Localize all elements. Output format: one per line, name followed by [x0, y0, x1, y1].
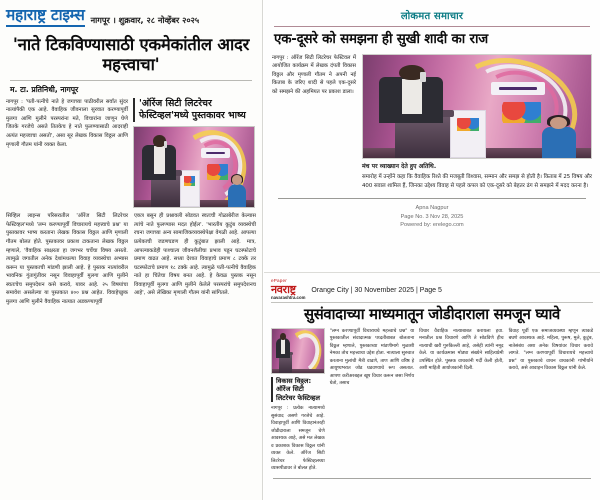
speaker-shirt	[402, 79, 423, 114]
column-three-wrap	[134, 212, 256, 306]
column-two-wrap	[6, 212, 128, 306]
article-body	[272, 54, 592, 191]
speaker-shirt	[154, 146, 165, 173]
masthead-logo-maharashtra-times: महाराष्ट्र टाइम्स	[6, 8, 85, 27]
credit-powered-by: Powered by: erelego.com	[400, 222, 464, 229]
edition-meta: Orange City | 30 November 2025 | Page 5	[311, 286, 442, 294]
attendee-body	[542, 127, 577, 157]
event-standee	[450, 110, 486, 157]
event-standee	[180, 170, 200, 207]
backdrop-logo-petals	[502, 102, 541, 123]
attendee-head	[232, 175, 241, 185]
page-title: सुसंवादाच्या माध्यमातून जोडीदाराला समजून घ्यावे	[304, 305, 560, 323]
photo-caption: मंच पर व्याख्यान देते हुए अतिथि.	[362, 163, 437, 171]
attendee-body	[228, 184, 246, 208]
speaker-shirt	[281, 339, 286, 354]
article-column-3: विचार वैवाहिक नात्याबाबत करायला हवा. मनातील प्रश्न विचारणे आणि ते सोडविणे हीच नात्याची खरी गुरुकिल्ली आहे, असेही त्यांनी नमूद केले. या कार्यक्रमास मोठ्या संख्येने साहित्यप्रेमी उपस्थित होते. पुस्तक वाचकांनी गर्दी केली होती, अशी माहिती आयोजकांनी दिली.	[419, 328, 504, 372]
clipping-navarashtra	[264, 272, 600, 500]
page-title: एक-दूसरे को समझना ही सुखी शादी का राज	[274, 32, 488, 48]
article-column-1: नागपुर : ऑरेंज सिटी लिटरेचर फेस्टिवल में आयोजित कार्यक्रम में लेखक दंपती विकास विठ्ठल और मृणाली गौतम ने अपनी नई किताब के जरिए शादी से पहले एक-दूसरे को समझने की अहमियत पर प्रकाश डाला।	[272, 54, 356, 96]
sub-kicker: 'ऑरेंज सिटी लिटरेचर फेस्टिव्हल'मध्ये पुस्तकावर भाष्य	[133, 98, 255, 122]
divider	[278, 198, 586, 200]
photo-scene	[363, 55, 591, 158]
column-one-wrap	[6, 98, 128, 208]
photo-scene	[134, 127, 254, 207]
upper-block	[6, 98, 256, 208]
seated-attendee	[225, 175, 249, 207]
article-column-2: सिव्हिल लाइन्स परिसरातील 'ऑरेंज सिटी लिटरेचर फेस्टिव्हल'मध्ये 'लग्न करण्यापूर्वी विचारायचे महत्त्वाचे प्रश्न' या पुस्तकावर भाष्य करताना लेखक विकास विठ्ठल आणि मृणाली गौतम बोलत होते. पुस्तकावर प्रकाश टाकताना लेखक विठ्ठल म्हणाले, 'वैवाहिक साक्षरता हा जगभर चर्चेचा विषय असतो. त्यामुळे जगातील अनेक देशांमधल्या विवाह व्यवस्थेचा अभ्यास करून या पुस्तकाची मांडणी झाली आहे. हे पुस्तक नात्यांवरील भावनिक गुंतागुंतीवर नसून विवाहापूर्वी मुलगा आणि मुलीने स्वतःचेच समुपदेशन कसे करावे, यावर आहे. २५ विषयांचा समावेश असलेल्या या पुस्तकात ४०० प्रश्न आहेत. विवाहेच्छुक मुलगा आणि मुलीने वैवाहिक नात्यात अडकण्यापूर्वी	[6, 213, 128, 305]
clipping-lokmat-samachar	[264, 0, 600, 270]
masthead-row	[271, 279, 593, 300]
divider	[273, 478, 591, 479]
divider	[274, 26, 590, 27]
article-column-3: एकत्र बसून ही प्रश्नावली सोडवत स्वतःची गोळाबेरीज केल्यास त्यांचे नाते फुलण्यास मदत होईल'. 'भारतीय कुटुंब व्यवस्थेची रचना जगाच्या अन्य सामाजिकव्यवस्थेपेक्षा वेगळी आहे. आपल्या प्रत्येकाची जडणघडण ही कुटुंबात झाली आहे. मात्र, आपल्याकडेही पाश्चात्य जीवनशैलीचा प्रभाव पडून घटस्फोटाचे प्रमाण वाढत आहे. सध्या देशात विवाहाचे प्रमाण ८ टक्के तर घटस्फोटाचे प्रमाण १८ टक्के आहे. त्यामुळे पती-पत्नीचे वैवाहिक नाते हा चिंतेचा विषय बनत आहे. हे केवळ पुस्तक नसून विवाहापूर्वी मुलगा आणि मुलीने केलेले परस्परांचे समुपदेशनच आहे', असे लेखिका मृणाली गौतम यांनी सांगितले.	[134, 213, 256, 297]
backdrop-brand-panel	[491, 82, 546, 95]
column-four-wrap	[509, 328, 593, 473]
article-continued-text: समारोह में उन्होंने कहा कि वैवाहिक रिश्ते की मजबूती विश्वास, सम्मान और समझ से होती है। किताब में 25 विषय और 400 सवाल शामिल हैं, जिनका उद्देश्य विवाह से पहले कपल को एक-दूसरे को बेहतर ढंग से समझने में मदद करना है।	[362, 174, 592, 189]
byline: म. टा. प्रतिनिधी, नागपूर	[10, 84, 79, 94]
masthead-row	[6, 8, 256, 27]
masthead-website: navarashtra.com	[271, 294, 306, 300]
microphone-icon	[164, 141, 167, 148]
column-two-wrap	[330, 328, 414, 473]
article-thumbnail-photo	[271, 328, 325, 374]
lower-columns	[6, 212, 256, 306]
sub-block	[133, 98, 255, 208]
backdrop-brand-panel	[201, 148, 230, 158]
credit-block	[272, 204, 592, 229]
seated-attendee	[536, 117, 582, 158]
attendee-head	[550, 117, 567, 129]
clipping-maharashtra-times	[0, 0, 263, 500]
kicker-column	[271, 328, 325, 473]
microphone-icon	[420, 72, 426, 81]
article-body	[271, 328, 593, 473]
photo-and-text	[362, 54, 592, 191]
masthead-wordmark: नवराष्ट्र	[271, 283, 296, 297]
divider	[10, 80, 252, 81]
divider	[271, 302, 593, 303]
column-one-wrap	[272, 54, 356, 191]
credit-page-date: Page No. 3 Nov 28, 2025	[400, 213, 464, 220]
column-three-wrap	[419, 328, 503, 473]
credit-publication: Apna Nagpur	[415, 205, 449, 212]
article-column-4: विवाह पूर्वी एक समाजव्यवस्था म्हणून त्याकडे बघणे आवश्यक आहे. महिला, पुरूष, मुले, कुटुंब, नातेसंबंध अशा अनेक विषयांवर विचार करावे लागते. "लग्न करण्यापूर्वी विचारायचे महत्त्वाचे प्रश्न" या पुस्तकाचे वाचन वाचकांनी गांभीर्याने करावे, असे आवाहन विकास विठ्ठल यांनी केले.	[508, 328, 593, 372]
kicker-caption: विकास विठ्ठल: ऑरेंज सिटी लिटरेचर फेस्टिव्हल	[271, 377, 325, 403]
article-column-1: नागपूर : प्रत्येक नात्यामध्ये सुसंवाद असणे गरजेचे आहे. विवाहापूर्वी आणि विवाहानंतरही जोडीदाराला समजून घेणे आवश्यक आहे, असे मत लेखक व प्रकाशक विकास विठ्ठल यांनी व्यक्त केले. ऑरेंज सिटी लिटरेचर फेस्टिव्हलच्या व्यासपीठावर ते बोलत होते.	[271, 406, 325, 472]
article-column-1: नागपूर : 'पती-पत्नीचे नाते हे जगाच्या पाठीवरील सर्वांत सुंदर नात्यांपैकी एक आहे. वैवाहिक जीवनाला सुरवात करण्यापूर्वी मुलगा आणि मुलीने परस्परांना मते, विचारांना जाणून घेणे जितके गरजेचे असते तितकेच हे नाते फुलण्यासाठी आदराही अत्यंत महत्त्वाचा असतो', असा सूर लेखक विकास विठ्ठल आणि मृणाली गौतम यांनी व्यक्त केला.	[6, 98, 128, 148]
photo-scene	[272, 329, 324, 373]
article-photo-stage	[362, 54, 592, 159]
article-photo-stage	[133, 126, 255, 208]
article-column-2: "लग्न करण्यापूर्वी विचारायचे महत्त्वाचे प्रश्न" या पुस्तकातील संवादात्मक पध्दतीबाबत बोलताना विठ्ठल म्हणाले, पुस्तकाच्या मांडणीमागे मुळाशी नेमका तोच महत्त्वाचा उद्देश होता. नात्याला सुरुवात करताना मुलांची मैत्री वाढणे, ताण आणि वरिष्ठ हे आयुष्यभरात जोड घडवण्याचे रूप असतात. आपण करीअरबद्दल खूप विचार करून जसा निर्णय घेतो, तसाच	[329, 328, 415, 387]
page-title: 'नाते टिकविण्यासाठी एकमेकांतील आदर महत्त्वाचा'	[12, 34, 250, 75]
masthead-logo-navarashtra	[271, 279, 305, 300]
dateline: नागपूर । शुक्रवार, २८ नोव्हेंबर २०२५	[90, 14, 200, 25]
masthead-logo-lokmat-samachar: लोकमत समाचार	[400, 11, 464, 22]
epaper-label: ePaper	[271, 278, 288, 283]
speaker-head	[280, 333, 286, 340]
